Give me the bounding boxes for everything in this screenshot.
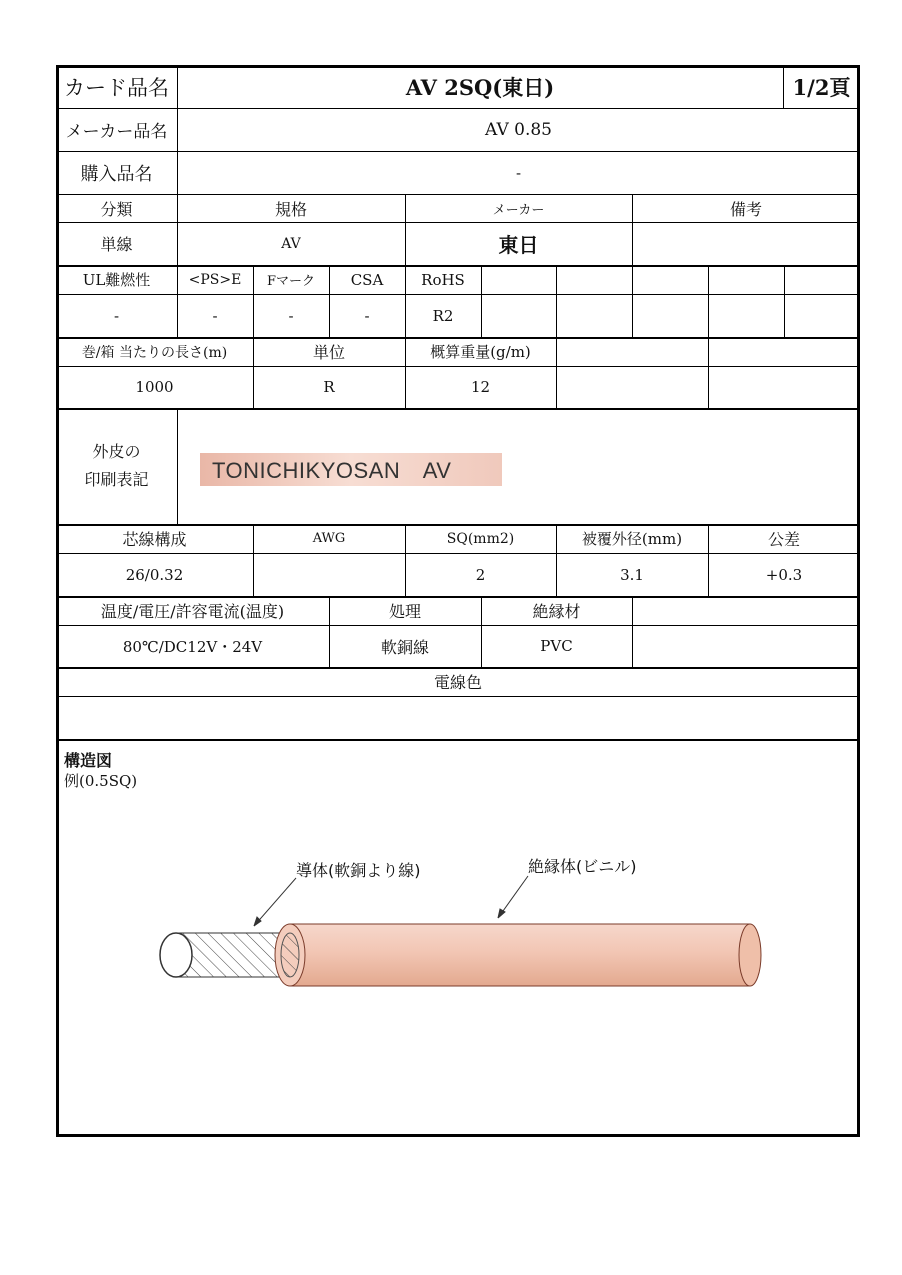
std-header-ul: UL難燃性 [82, 271, 151, 289]
std-csa-value: - [364, 306, 370, 325]
pack-header-length: 巻/箱 当たりの長さ(m) [81, 344, 228, 361]
page-number: 1/2頁 [792, 74, 851, 100]
spec-header-category: 分類 [100, 199, 133, 219]
cond-sq-value: 2 [475, 565, 486, 584]
spec-header-standard: 規格 [274, 199, 307, 219]
diagram-title: 構造図 [64, 751, 113, 770]
purchase-name-value: - [515, 163, 522, 182]
rating-insulation-value: PVC [540, 637, 573, 655]
std-header-pse: <PS>E [188, 271, 242, 288]
card-name-value: AV 2SQ(東日) [405, 74, 555, 100]
maker-name-label: メーカー品名 [65, 122, 168, 142]
card-name-label: カード品名 [64, 75, 169, 100]
rating-header-treatment: 処理 [388, 602, 421, 621]
spec-header-maker: メーカー [492, 202, 545, 218]
cond-od-value: 3.1 [620, 565, 644, 584]
std-header-fmark: Fマーク [266, 274, 316, 289]
maker-name-value: AV 0.85 [485, 119, 552, 140]
insulation-label: 絶縁体(ビニル) [528, 857, 637, 876]
std-ul-value: - [113, 306, 120, 325]
conductor-icon [160, 933, 292, 977]
pack-weight-value: 12 [470, 378, 491, 396]
cond-structure-value: 26/0.32 [125, 565, 184, 584]
std-pse-value: - [212, 306, 218, 325]
rating-temp-value: 80℃/DC12V・24V [122, 637, 263, 656]
diagram-subtitle: 例(0.5SQ) [64, 772, 138, 790]
rating-treatment-value: 軟銅線 [380, 637, 429, 657]
spec-category-value: 単線 [100, 235, 133, 254]
cond-header-od: 被覆外径(mm) [581, 530, 683, 548]
cond-header-sq: SQ(mm2) [446, 530, 515, 547]
insulation-icon [275, 924, 761, 986]
leader-lines [254, 876, 528, 926]
cond-tolerance-value: +0.3 [765, 565, 803, 584]
rating-header-insulation: 絶縁材 [532, 602, 581, 621]
cond-header-tolerance: 公差 [767, 530, 800, 549]
std-fmark-value: - [288, 306, 294, 325]
std-rohs-value: R2 [432, 306, 454, 325]
spec-header-remarks: 備考 [729, 199, 762, 219]
print-marking-text: TONICHIKYOSAN AV [200, 453, 502, 486]
std-header-rohs: RoHS [421, 270, 465, 289]
purchase-name-label: 購入品名 [80, 163, 153, 185]
cond-header-structure: 芯線構成 [122, 530, 187, 549]
rating-header-temp: 温度/電圧/許容電流(温度) [100, 602, 285, 621]
pack-header-unit: 単位 [312, 343, 345, 362]
pack-length-value: 1000 [135, 378, 174, 396]
spec-maker-value: 東日 [498, 233, 539, 257]
print-marking-label: 外皮の 印刷表記 [84, 442, 149, 489]
conductor-label: 導体(軟銅より線) [296, 861, 421, 880]
pack-unit-value: R [323, 378, 335, 396]
std-header-csa: CSA [350, 270, 384, 289]
spec-standard-value: AV [281, 235, 301, 252]
wire-color-label: 電線色 [433, 673, 482, 692]
cond-header-awg: AWG [312, 531, 346, 546]
pack-header-weight: 概算重量(g/m) [430, 343, 531, 361]
